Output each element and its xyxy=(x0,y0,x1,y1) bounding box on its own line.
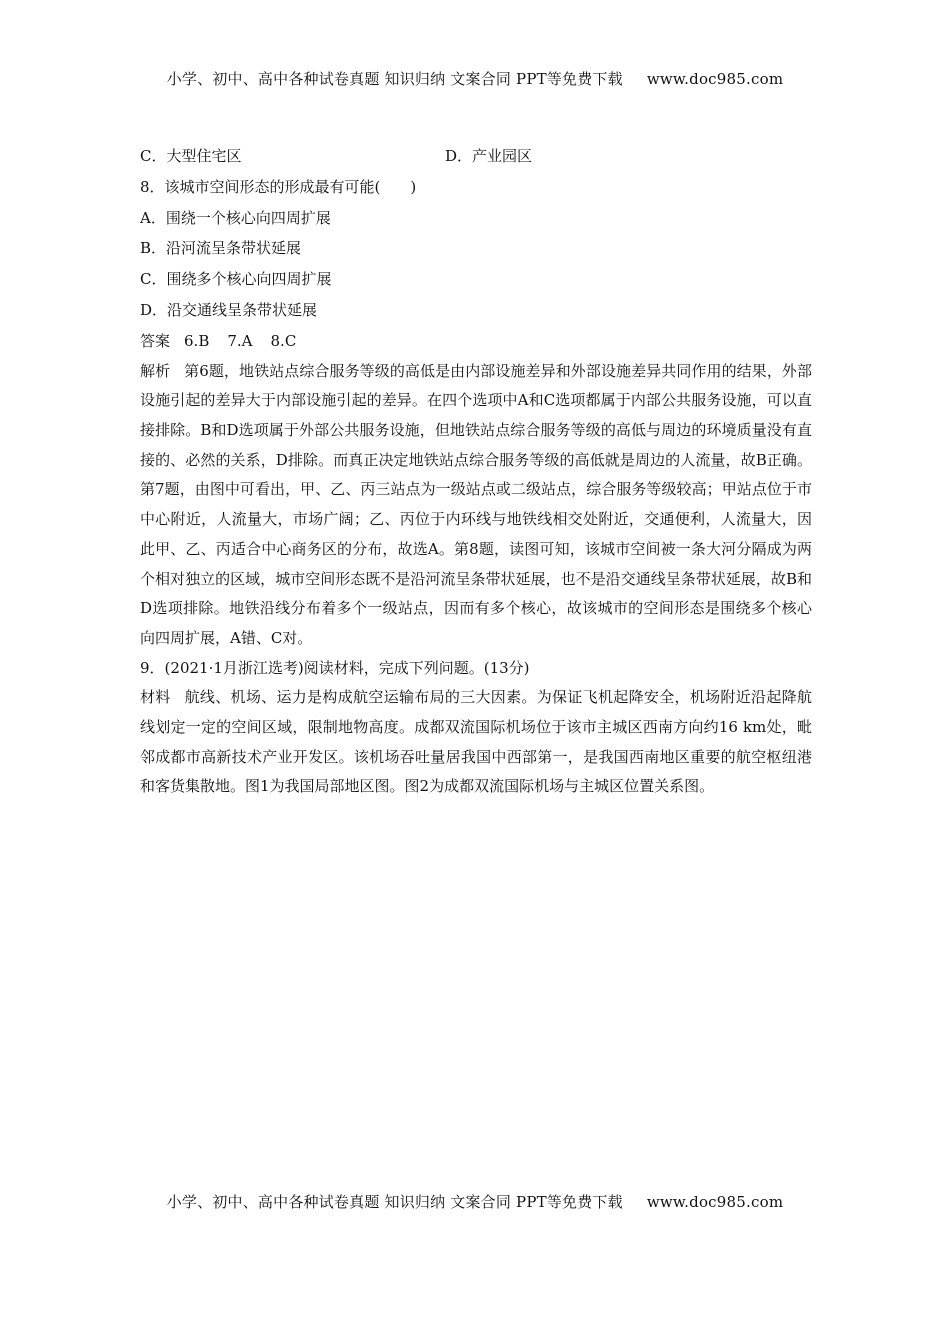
answer-label: 答案 xyxy=(140,331,171,350)
analysis-label: 解析 xyxy=(140,361,171,380)
footer-url[interactable]: www.doc985.com xyxy=(646,1193,784,1211)
analysis-paragraph xyxy=(140,357,812,654)
material-text: 航线、机场、运力是构成航空运输布局的三大因素。为保证飞机起降安全，机场附近沿起降航线划定一定的空间区域，限制地物高度。成都双流国际机场位于该市主城区西南方向约16 km处，毗邻成都市高新技术产业开发区。该机场吞吐量居我国中西部第一，是我国西南地区重要的航空枢纽港和客货集散地。图1为我国局部地区图。图2为成都双流国际机场与主城区位置关系图。 xyxy=(140,688,812,796)
answer-7: 7.A xyxy=(227,331,253,350)
answer-line xyxy=(140,326,812,357)
footer-text: 小学、初中、高中各种试卷真题 知识归纳 文案合同 PPT等免费下载 xyxy=(166,1193,623,1211)
analysis-text: 第6题，地铁站点综合服务等级的高低是由内部设施差异和外部设施差异共同作用的结果，外部设施引起的差异大于内部设施引起的差异。在四个选项中A和C选项都属于内部公共服务设施，可以直接排除。B和D选项属于外部公共服务设施，但地铁站点综合服务等级的高低与周边的环境质量没有直接的、必然的关系，D排除。而真正决定地铁站点综合服务等级的高低就是周边的人流量，故B正确。第7题，由图中可看出，甲、乙、丙三站点为一级站点或二级站点，综合服务等级较高；甲站点位于市中心附近，人流量大，市场广阔；乙、丙位于内环线与地铁线相交处附近，交通便利，人流量大，因此甲、乙、丙适合中心商务区的分布，故选A。第8题，读图可知，该城市空间被一条大河分隔成为两个相对独立的区域，城市空间形态既不是沿河流呈条带状延展，也不是沿交通线呈条带状延展，故B和D选项排除。地铁沿线分布着多个一级站点，因而有多个核心，故该城市的空间形态是围绕多个核心向四周扩展，A错、C对。 xyxy=(140,361,812,647)
material-label: 材料 xyxy=(140,688,171,707)
page-header xyxy=(0,68,950,89)
document-body xyxy=(140,141,812,802)
header-url[interactable]: www.doc985.com xyxy=(646,70,784,88)
material-paragraph xyxy=(140,683,812,802)
answer-6: 6.B xyxy=(184,331,210,350)
q8-option-a: A．围绕一个核心向四周扩展 xyxy=(140,208,331,227)
q8-stem: 8．该城市空间形态的形成最有可能( ) xyxy=(140,177,417,196)
q8-option-c: C．围绕多个核心向四周扩展 xyxy=(140,270,332,289)
q7-option-d: D．产业园区 xyxy=(445,147,533,165)
q7-options-row xyxy=(140,141,812,172)
q8-option-d: D．沿交通线呈条带状延展 xyxy=(140,300,318,319)
page-footer xyxy=(0,1191,950,1212)
header-text: 小学、初中、高中各种试卷真题 知识归纳 文案合同 PPT等免费下载 xyxy=(166,70,623,88)
q9-stem: 9．(2021·1月浙江选考)阅读材料，完成下列问题。(13分) xyxy=(140,658,530,677)
q8-option-b: B．沿河流呈条带状延展 xyxy=(140,239,302,258)
q7-option-c: C．大型住宅区 xyxy=(140,147,242,165)
answer-8: 8.C xyxy=(270,331,297,350)
